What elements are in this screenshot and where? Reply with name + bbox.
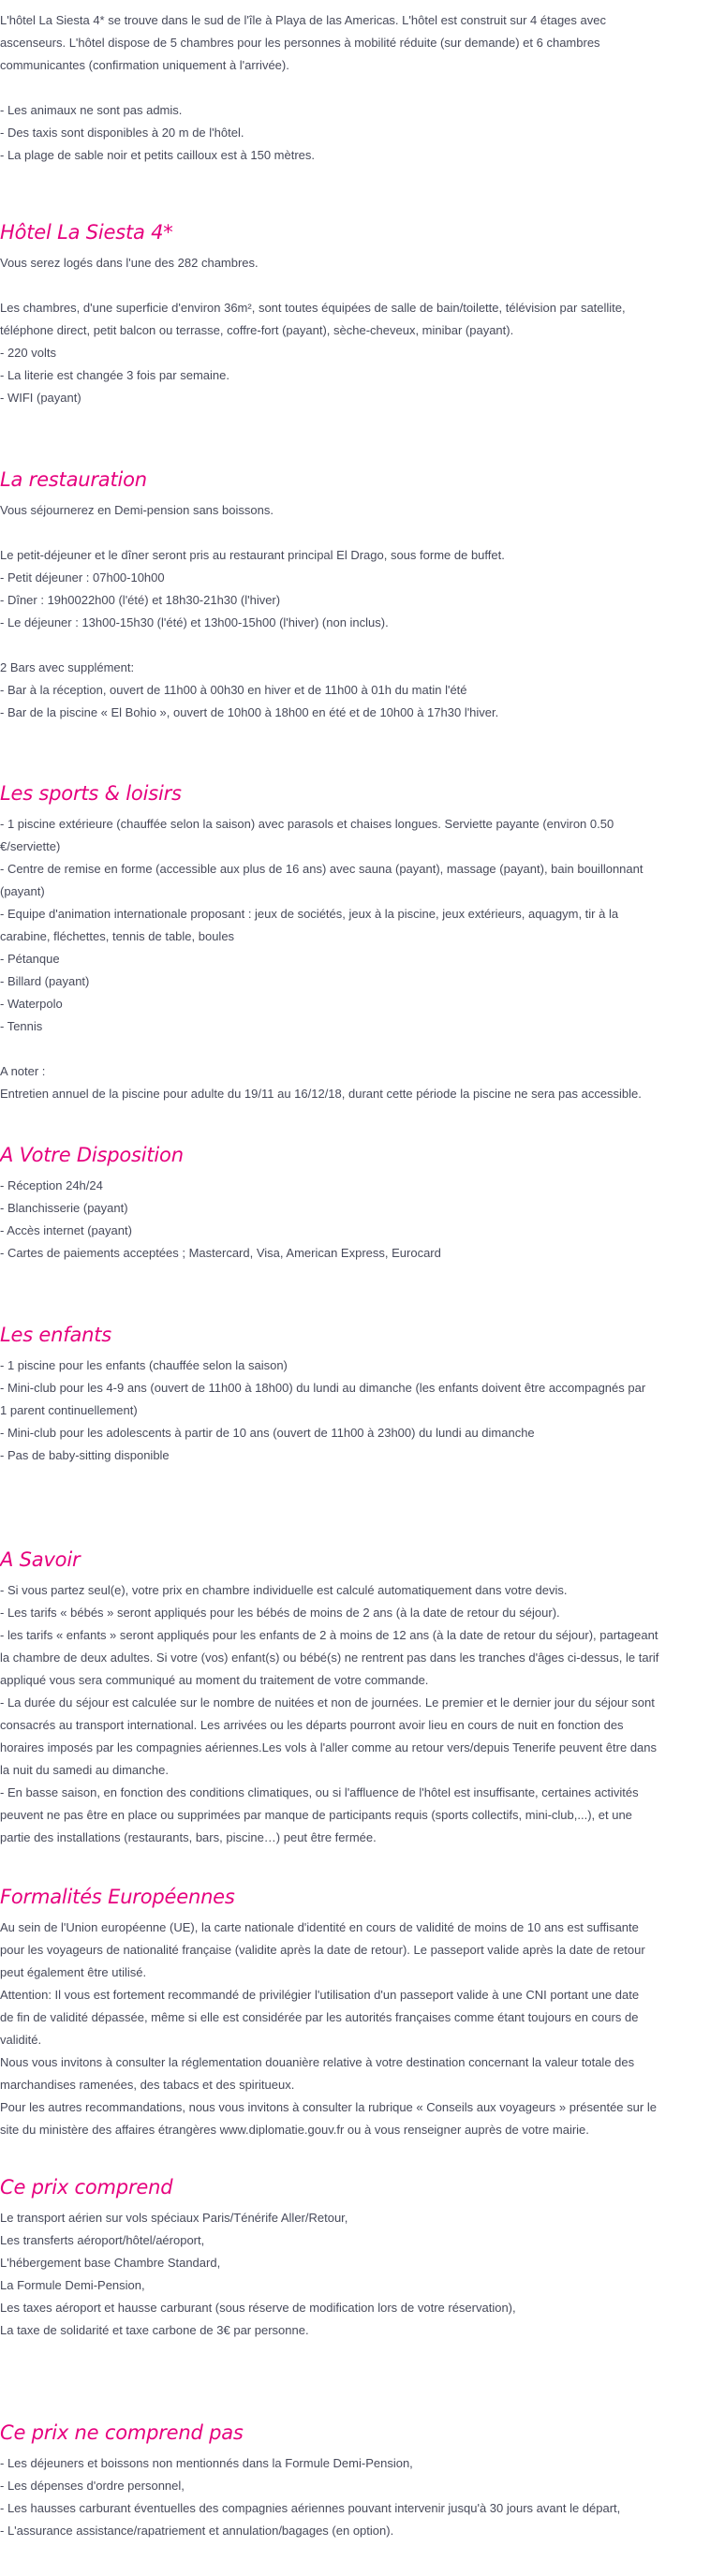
text-line: Les chambres, d'une superficie d'environ 36m², sont toutes équipées de salle de bain/toilette, télévision par satellite, [0, 301, 626, 315]
text-line: - Les hausses carburant éventuelles des compagnies aériennes pouvant intervenir jusqu'à 30 jours avant le départ, [0, 2501, 621, 2515]
text-line: peut également être utilisé. [0, 1965, 147, 1979]
section-title: Ce prix comprend [0, 2176, 173, 2198]
disposition-text [0, 1175, 708, 1265]
intro-section [0, 9, 708, 167]
text-line: L'hôtel La Siesta 4* se trouve dans le sud de l'île à Playa de las Americas. L'hôtel est construit sur 4 étages avec [0, 13, 606, 27]
text-line: - Tennis [0, 1019, 43, 1033]
disposition-section [0, 1141, 708, 1265]
text-line: communicantes (confirmation uniquement à l'arrivée). [0, 58, 289, 72]
text-line: - Accès internet (payant) [0, 1223, 132, 1237]
text-line: (payant) [0, 884, 45, 898]
text-line: - Cartes de paiements acceptées ; Mastercard, Visa, American Express, Eurocard [0, 1246, 441, 1260]
text-line: Vous séjournerez en Demi-pension sans boissons. [0, 503, 274, 517]
text-line: - Les tarifs « bébés » seront appliqués pour les bébés de moins de 2 ans (à la date de retour du séjour). [0, 1606, 560, 1620]
text-line: A noter : [0, 1064, 46, 1078]
section-title: A Votre Disposition [0, 1144, 184, 1166]
text-line: ascenseurs. L'hôtel dispose de 5 chambres pour les personnes à mobilité réduite (sur demande) et 6 chambres [0, 36, 600, 50]
enfants-section [0, 1321, 708, 1467]
text-line: - Pas de baby-sitting disponible [0, 1448, 170, 1462]
text-line: marchandises ramenées, des tabacs et des spiritueux. [0, 2078, 295, 2092]
text-line [0, 634, 708, 657]
text-line: - La literie est changée 3 fois par semaine. [0, 368, 229, 382]
section-title: A Savoir [0, 1548, 81, 1571]
text-line: - La durée du séjour est calculée sur le nombre de nuitées et non de journées. Le premier et le dernier jour du séjour sont [0, 1695, 655, 1710]
section-title: La restauration [0, 468, 147, 491]
text-line: de fin de validité dépassée, même si elle est considérée par les autorités françaises comme étant toujours en cours de [0, 2010, 639, 2024]
text-line: - Equipe d'animation internationale proposant : jeux de sociétés, jeux à la piscine, jeux extérieurs, aquagym, tir à la [0, 907, 619, 921]
text-line: site du ministère des affaires étrangères www.diplomatie.gouv.fr ou à vous renseigner auprès de votre mairie. [0, 2123, 589, 2137]
text-line: appliqué vous sera communiqué au moment du traitement de votre commande. [0, 1673, 429, 1687]
text-line: - Pétanque [0, 952, 60, 966]
text-line: - Waterpolo [0, 997, 63, 1011]
text-line: - Petit déjeuner : 07h00-10h00 [0, 570, 165, 585]
text-line: - Les animaux ne sont pas admis. [0, 103, 183, 117]
section-title: Formalités Européennes [0, 1886, 235, 1908]
text-line: - Mini-club pour les 4-9 ans (ouvert de 11h00 à 18h00) du lundi au dimanche (les enfants doivent être accompagnés par [0, 1381, 646, 1395]
comprend-text [0, 2207, 708, 2342]
text-line: Le petit-déjeuner et le dîner seront pris au restaurant principal El Drago, sous forme de buffet. [0, 548, 505, 562]
text-line: - En basse saison, en fonction des conditions climatiques, ou si l'affluence de l'hôtel est insuffisante, certaines activités [0, 1785, 639, 1799]
text-line: - Réception 24h/24 [0, 1178, 103, 1192]
text-line: - Bar de la piscine « El Bohio », ouvert de 10h00 à 18h00 en été et de 10h00 à 17h30 l'hiver. [0, 705, 499, 719]
restauration-text [0, 499, 708, 724]
text-line: validité. [0, 2033, 42, 2047]
restauration-section [0, 466, 708, 724]
enfants-text [0, 1355, 708, 1467]
text-line: - Bar à la réception, ouvert de 11h00 à 00h30 en hiver et de 11h00 à 01h du matin l'été [0, 683, 467, 697]
text-line: La taxe de solidarité et taxe carbone de 3€ par personne. [0, 2323, 309, 2337]
section-title: Les enfants [0, 1324, 112, 1346]
text-line: - Billard (payant) [0, 974, 90, 988]
savoir-text [0, 1579, 708, 1849]
section-title: Hôtel La Siesta 4* [0, 221, 173, 244]
text-line: 2 Bars avec supplément: [0, 660, 135, 674]
text-line: peuvent ne pas être en place ou supprimées par manque de participants requis (sports collectifs, mini-club,...), et une [0, 1808, 632, 1822]
text-line: La Formule Demi-Pension, [0, 2278, 145, 2292]
text-line: - Centre de remise en forme (accessible aux plus de 16 ans) avec sauna (payant), massage (payant), bain bouillonnant [0, 862, 643, 876]
formalites-text [0, 1917, 708, 2141]
text-line: Au sein de l'Union européenne (UE), la carte nationale d'identité en cours de validité de moins de 10 ans est suffisante [0, 1920, 639, 1934]
savoir-section [0, 1546, 708, 1849]
text-line: carabine, fléchettes, tennis de table, boules [0, 929, 235, 943]
sports-section [0, 779, 708, 1105]
text-line: - Blanchisserie (payant) [0, 1201, 128, 1215]
text-line [0, 274, 708, 297]
text-line: la nuit du samedi au dimanche. [0, 1763, 169, 1777]
text-line: - WIFI (payant) [0, 391, 81, 405]
formalites-section [0, 1883, 708, 2141]
text-line: - Les dépenses d'ordre personnel, [0, 2479, 185, 2493]
sports-text [0, 813, 708, 1105]
comprend-section [0, 2173, 708, 2342]
text-line: - Le déjeuner : 13h00-15h30 (l'été) et 13h00-15h00 (l'hiver) (non inclus). [0, 615, 389, 629]
text-line: Pour les autres recommandations, nous vous invitons à consulter la rubrique « Conseils aux voyageurs » présentée sur le [0, 2100, 657, 2114]
text-line [0, 522, 708, 544]
hotel-text [0, 252, 708, 409]
text-line [0, 77, 708, 99]
text-line: 1 parent continuellement) [0, 1403, 138, 1417]
text-line: Entretien annuel de la piscine pour adulte du 19/11 au 16/12/18, durant cette période la piscine ne sera pas accessible. [0, 1087, 642, 1101]
text-line: la chambre de deux adultes. Si votre (vos) enfant(s) ou bébé(s) ne rentrent pas dans les tranches d'âges ci-dessus, le tarif [0, 1651, 659, 1665]
section-title: Les sports & loisirs [0, 782, 182, 805]
text-line: L'hébergement base Chambre Standard, [0, 2256, 221, 2270]
text-line: - les tarifs « enfants » seront appliqués pour les enfants de 2 à moins de 12 ans (à la date de retour du séjour), partageant [0, 1628, 658, 1642]
text-line: - 220 volts [0, 346, 56, 360]
text-line: horaires imposés par les compagnies aériennes.Les vols à l'aller comme au retour vers/depuis Tenerife peuvent être dans [0, 1740, 658, 1754]
text-line: - La plage de sable noir et petits cailloux est à 150 mètres. [0, 148, 316, 162]
ne-comprend-text [0, 2452, 708, 2542]
text-line: - L'assurance assistance/rapatriement et annulation/bagages (en option). [0, 2524, 394, 2538]
text-line: Vous serez logés dans l'une des 282 chambres. [0, 256, 259, 270]
text-line: - 1 piscine pour les enfants (chauffée selon la saison) [0, 1358, 288, 1372]
text-line: consacrés au transport international. Les arrivées ou les départs pourront avoir lieu en cours de nuit en fonction des [0, 1718, 624, 1732]
text-line [0, 1038, 708, 1060]
intro-text [0, 9, 708, 167]
text-line: partie des installations (restaurants, bars, piscine…) peut être fermée. [0, 1830, 377, 1844]
text-line: - 1 piscine extérieure (chauffée selon la saison) avec parasols et chaises longues. Serviette payante (environ 0.50 [0, 817, 614, 831]
text-line: €/serviette) [0, 839, 61, 853]
section-title: Ce prix ne comprend pas [0, 2421, 244, 2444]
hotel-section [0, 218, 708, 409]
text-line: Nous vous invitons à consulter la réglementation douanière relative à votre destination concernant la valeur totale des [0, 2055, 635, 2069]
text-line: téléphone direct, petit balcon ou terrasse, coffre-fort (payant), sèche-cheveux, minibar (payant). [0, 323, 514, 337]
text-line: - Mini-club pour les adolescents à partir de 10 ans (ouvert de 11h00 à 23h00) du lundi au dimanche [0, 1426, 535, 1440]
text-line: - Si vous partez seul(e), votre prix en chambre individuelle est calculé automatiquement dans votre devis. [0, 1583, 568, 1597]
text-line: - Dîner : 19h0022h00 (l'été) et 18h30-21h30 (l'hiver) [0, 593, 281, 607]
text-line: Les taxes aéroport et hausse carburant (sous réserve de modification lors de votre réservation), [0, 2301, 516, 2315]
ne-comprend-section [0, 2419, 708, 2542]
text-line: Les transferts aéroport/hôtel/aéroport, [0, 2233, 205, 2247]
text-line: pour les voyageurs de nationalité française (validite après la date de retour). Le passeport valide après la date de retour [0, 1943, 645, 1957]
text-line: Attention: Il vous est fortement recommandé de privilégier l'utilisation d'un passeport valide à une CNI portant une date [0, 1988, 640, 2002]
text-line: - Des taxis sont disponibles à 20 m de l'hôtel. [0, 126, 244, 140]
text-line: Le transport aérien sur vols spéciaux Paris/Ténérife Aller/Retour, [0, 2211, 348, 2225]
text-line: - Les déjeuners et boissons non mentionnés dans la Formule Demi-Pension, [0, 2456, 413, 2470]
